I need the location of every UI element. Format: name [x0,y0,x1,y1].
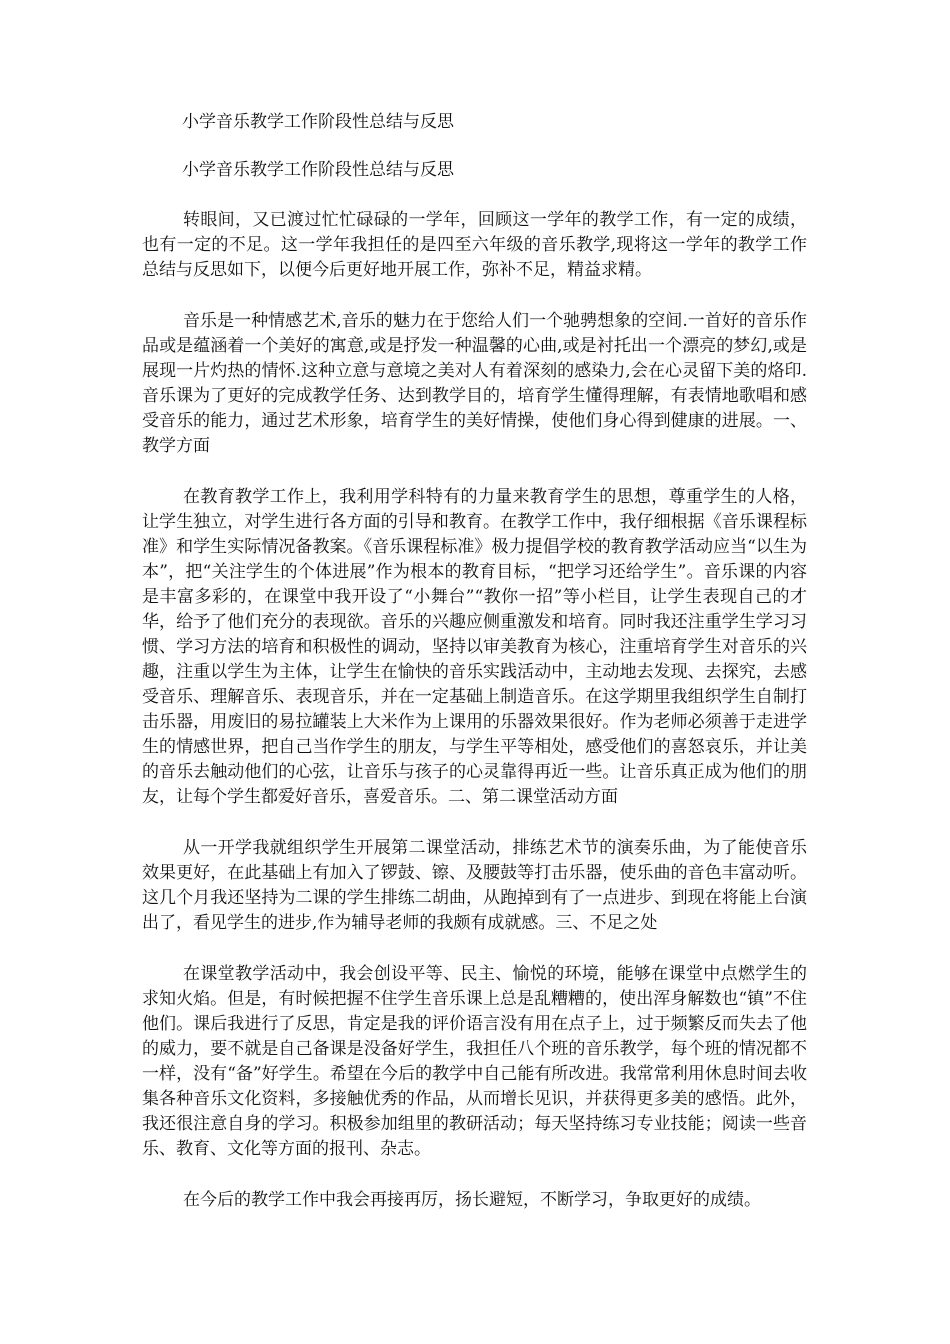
paragraph-intro: 转眼间，又已渡过忙忙碌碌的一学年，回顾这一学年的教学工作，有一定的成绩，也有一定的不足。这一学年我担任的是四至六年级的音乐教学,现将这一学年的教学工作总结与反思如下，以便今后更好地开展工作，弥补不足，精益求精。 [142,210,807,280]
document-subtitle: 小学音乐教学工作阶段性总结与反思 [182,160,454,180]
paragraph-music-essence: 音乐是一种情感艺术,音乐的魅力在于您给人们一个驰骋想象的空间.一首好的音乐作品或是蕴涵着一个美好的寓意,或是抒发一种温馨的心曲,或是衬托出一个漂亮的梦幻,或是展现一片灼热的情怀.这种立意与意境之美对人有着深刻的感染力,会在心灵留下美的烙印.音乐课为了更好的完成教学任务、达到教学目的，培育学生懂得理解，有表情地歌唱和感受音乐的能力，通过艺术形象，培育学生的美好情操，使他们身心得到健康的进展。一、教学方面 [142,311,807,456]
document-body [142,110,807,1213]
paragraph-teaching: 在教育教学工作上，我利用学科特有的力量来教育学生的思想，尊重学生的人格，让学生独立，对学生进行各方面的引导和教育。在教学工作中，我仔细根据《音乐课程标准》和学生实际情况备教案。《音乐课程标准》极力提倡学校的教育教学活动应当“以生为本”，把“关注学生的个体进展”作为根本的教育目标，“把学习还给学生”。音乐课的内容是丰富多彩的，在课堂中我开设了“小舞台”“教你一招”等小栏目，让学生表现自己的才华，给予了他们充分的表现欲。音乐的兴趣应侧重激发和培育。同时我还注重学生学习习惯、学习方法的培育和积极性的调动，坚持以审美教育为核心，注重培育学生对音乐的兴趣，注重以学生为主体，让学生在愉快的音乐实践活动中，主动地去发现、去探究，去感受音乐、理解音乐、表现音乐，并在一定基础上制造音乐。在这学期里我组织学生自制打击乐器，用废旧的易拉罐装上大米作为上课用的乐器效果很好。作为老师必须善于走进学生的情感世界，把自己当作学生的朋友，与学生平等相处，感受他们的喜怒哀乐，并让美的音乐去触动他们的心弦，让音乐与孩子的心灵靠得再近一些。让音乐真正成为他们的朋友，让每个学生都爱好音乐，喜爱音乐。二、第二课堂活动方面 [142,487,807,807]
paragraph-shortcomings: 在课堂教学活动中，我会创设平等、民主、愉悦的环境，能够在课堂中点燃学生的求知火焰。但是，有时候把握不住学生音乐课上总是乱糟糟的，使出浑身解数也“镇”不住他们。课后我进行了反思，肯定是我的评价语言没有用在点子上，过于频繁反而失去了他的威力，要不就是自己备课是没备好学生，我担任八个班的音乐教学，每个班的情况都不一样，没有“备”好学生。希望在今后的教学中自己能有所改进。我常常利用休息时间去收集各种音乐文化资料，多接触优秀的作品，从而增长见识，并获得更多美的感悟。此外，我还很注意自身的学习。积极参加组里的教研活动；每天坚持练习专业技能；阅读一些音乐、教育、文化等方面的报刊、杂志。 [142,964,807,1159]
paragraph-conclusion: 在今后的教学工作中我会再接再厉，扬长避短，不断学习，争取更好的成绩。 [183,1190,761,1210]
paragraph-second-classroom: 从一开学我就组织学生开展第二课堂活动，排练艺术节的演奏乐曲，为了能使音乐效果更好，在此基础上有加入了锣鼓、镲、及腰鼓等打击乐器，使乐曲的音色丰富动听。这几个月我还坚持为二课的学生排练二胡曲，从跑掉到有了一点进步、到现在将能上台演出了，看见学生的进步,作为辅导老师的我颇有成就感。三、不足之处 [142,838,807,933]
document-title: 小学音乐教学工作阶段性总结与反思 [182,112,454,132]
